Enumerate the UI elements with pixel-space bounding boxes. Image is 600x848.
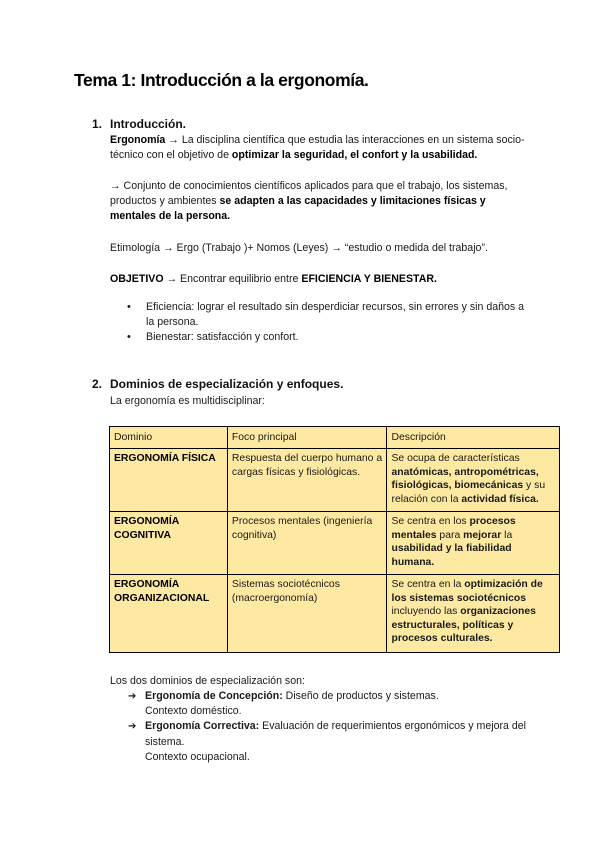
- description-cell: [387, 512, 560, 575]
- section-2-heading: [92, 377, 343, 391]
- domain-cell: ERGONOMÍA COGNITIVA: [110, 512, 228, 575]
- desc-text: incluyendo las: [391, 606, 461, 618]
- section-2-number: 2.: [92, 377, 103, 391]
- table-row: [110, 512, 560, 575]
- domain-text: Diseño de productos y sistemas.: [282, 690, 439, 702]
- objective-bullet-list: [127, 300, 527, 346]
- desc-text: Se ocupa de características: [391, 453, 520, 465]
- arrow-right-icon: ➔: [128, 691, 137, 702]
- page-title: Tema 1: Introducción a la ergonomía.: [74, 70, 369, 90]
- focus-cell: Respuesta del cuerpo humano a cargas físicas y fisiológicas.: [227, 449, 387, 512]
- desc-text: Se centra en los: [391, 516, 470, 528]
- objective-line: [110, 272, 560, 287]
- knowledge-text: → Conjunto de conocimientos científicos aplicados para que el trabajo, los sistemas, productos y ambientes: [110, 180, 508, 208]
- domain-cell: ERGONOMÍA ORGANIZACIONAL: [110, 575, 228, 653]
- domain-context: Contexto ocupacional.: [145, 750, 250, 763]
- focus-cell: Sistemas sociotécnicos (macroergonomía): [227, 575, 387, 653]
- desc-bold: organizaciones estructurales, políticas y procesos culturales.: [391, 606, 536, 645]
- section-1-number: 1.: [92, 117, 103, 131]
- desc-text: Se centra en la: [391, 579, 465, 591]
- definition-paragraph: [110, 133, 540, 163]
- domain-cell: ERGONOMÍA FÍSICA: [110, 449, 228, 512]
- etymology-line: Etimología → Ergo (Trabajo )+ Nomos (Leyes) → “estudio o medida del trabajo”.: [110, 242, 488, 254]
- knowledge-paragraph: [110, 179, 520, 225]
- domains-table: [109, 426, 560, 653]
- domain-name: Ergonomía de Concepción:: [145, 690, 283, 702]
- domains-intro: Los dos dominios de especialización son:: [110, 675, 305, 687]
- list-item: • Eficiencia: lograr el resultado sin desperdiciar recursos, sin errores y sin daños a la persona.: [127, 300, 527, 330]
- definition-text: La disciplina científica que estudia las interacciones en un sistema socio-técnico con el objetivo de: [110, 134, 525, 162]
- section-1-title: Introducción.: [110, 117, 186, 131]
- knowledge-bold: se adapten a las capacidades y limitaciones físicas y mentales de la persona.: [110, 195, 486, 223]
- table-header-cell: Descripción: [387, 427, 560, 449]
- domains-list: [128, 689, 535, 765]
- description-cell: [387, 575, 560, 653]
- domain-name: Ergonomía Correctiva:: [145, 720, 260, 733]
- desc-text: y su relación con la: [391, 480, 546, 505]
- description-cell: [387, 449, 560, 512]
- table-row: [110, 575, 560, 653]
- desc-bold: actividad física.: [461, 493, 539, 505]
- list-item: [128, 689, 535, 719]
- list-item: • Bienestar: satisfacción y confort.: [127, 330, 527, 345]
- desc-bold: optimización de los sistemas sociotécnicos: [391, 579, 543, 604]
- desc-text: para: [436, 529, 464, 541]
- arrow-right-icon: ➔: [128, 721, 137, 733]
- desc-bold: mejorar: [463, 529, 502, 541]
- section-1-heading: [92, 117, 186, 131]
- definition-bold: optimizar la seguridad, el confort y la usabilidad.: [231, 149, 478, 162]
- table-row: [110, 449, 560, 512]
- section-2-intro: La ergonomía es multidisciplinar:: [110, 395, 265, 407]
- domain-context: Contexto doméstico.: [145, 705, 242, 718]
- desc-bold: anatómicas, antropométricas, fisiológicas, biomecánicas: [391, 466, 539, 492]
- table-header-row: [110, 427, 560, 449]
- table-header-cell: Dominio: [110, 427, 228, 449]
- domain-text: Evaluación de requerimientos ergonómicos y mejora del sistema.: [145, 720, 526, 748]
- definition-arrow: →: [165, 134, 182, 146]
- desc-text: la: [501, 529, 513, 541]
- table-header-cell: Foco principal: [227, 427, 387, 449]
- desc-bold: procesos mentales: [391, 516, 516, 541]
- section-2-title: Dominios de especialización y enfoques.: [110, 377, 344, 391]
- desc-bold: usabilidad y la fiabilidad humana.: [391, 543, 512, 568]
- definition-term: Ergonomía: [110, 134, 166, 146]
- objective-bold: EFICIENCIA Y BIENESTAR.: [301, 273, 437, 285]
- focus-cell: Procesos mentales (ingeniería cognitiva): [227, 512, 387, 575]
- objective-label: OBJETIVO: [110, 273, 164, 285]
- list-item: [128, 719, 535, 765]
- objective-text: → Encontrar equilibrio entre: [163, 273, 302, 285]
